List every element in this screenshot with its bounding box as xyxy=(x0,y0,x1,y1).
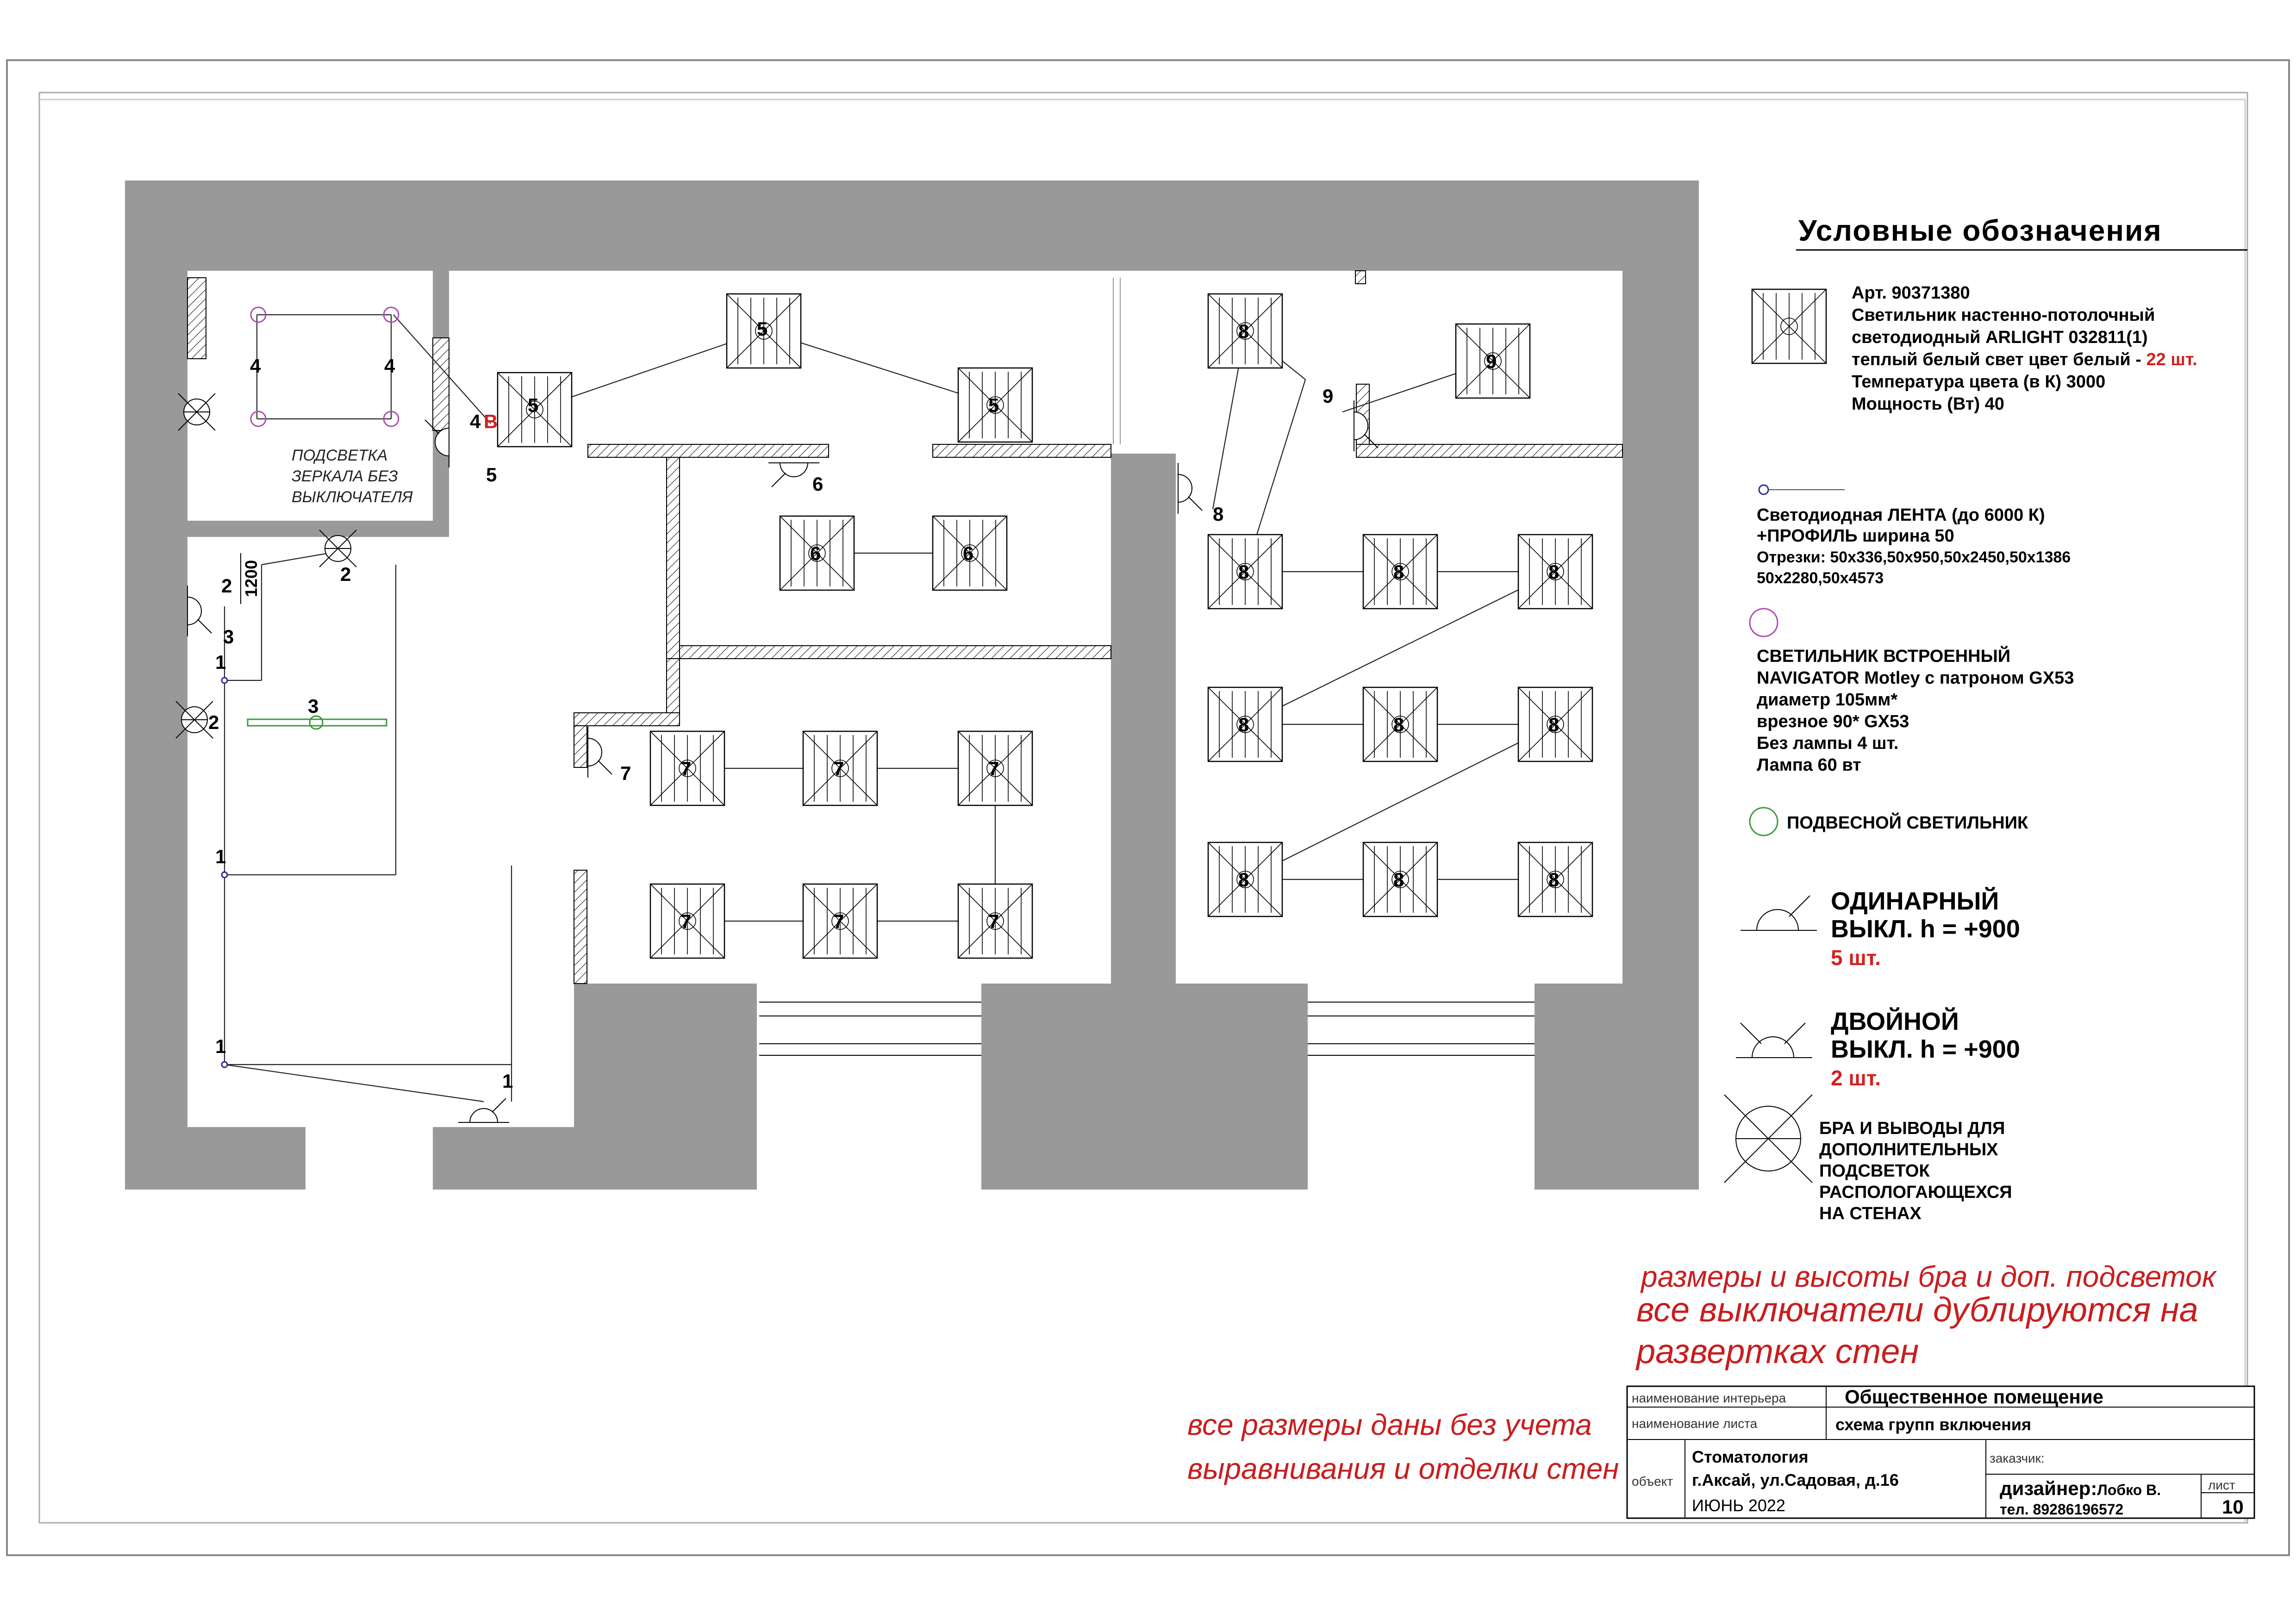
legend-downlight-line6: Лампа 60 вт xyxy=(1757,755,1861,775)
group-label: 9 xyxy=(1486,350,1497,372)
legend-downlight-line1: СВЕТИЛЬНИК ВСТРОЕННЫЙ xyxy=(1757,647,2011,666)
group-label: 1 xyxy=(215,846,226,867)
switch-mark-b: В xyxy=(484,411,498,432)
group-label: 8 xyxy=(1548,561,1560,583)
group-label: 8 xyxy=(1238,320,1249,342)
note-2: все выключатели дублируются на xyxy=(1636,1290,2198,1329)
legend-panel-line4: Температура цвета (в К) 3000 xyxy=(1852,372,2106,392)
legend-single-line2: ВЫКЛ. h = +900 xyxy=(1831,915,2020,943)
legend-single-qty: 5 шт. xyxy=(1831,946,1881,970)
group-label: 3 xyxy=(223,626,234,648)
note-5: выравнивания и отделки стен xyxy=(1187,1452,1619,1485)
group-label: 2 xyxy=(221,575,232,597)
legend-sconce-line5: НА СТЕНАХ xyxy=(1819,1204,1922,1223)
mirror-note-1: ПОДСВЕТКА xyxy=(292,447,388,464)
legend-downlight-line4: врезное 90* GX53 xyxy=(1757,712,1909,731)
group-label: 5 xyxy=(486,464,497,486)
title-block xyxy=(1627,1386,2254,1518)
legend-panel-line2: светодиодный ARLIGHT 032811(1) xyxy=(1852,328,2148,347)
group-label: 4 xyxy=(250,355,261,377)
legend-strip-line1: Светодиодная ЛЕНТА (до 6000 К) xyxy=(1757,505,2045,525)
legend-strip-line2: +ПРОФИЛЬ ширина 50 xyxy=(1757,526,1954,546)
group-label: 8 xyxy=(1393,561,1404,583)
legend-single-line1: ОДИНАРНЫЙ xyxy=(1831,887,1999,915)
legend-title: Условные обозначения xyxy=(1798,214,2162,247)
mirror-note-2: ЗЕРКАЛА БЕЗ xyxy=(292,467,398,485)
tb-list-label: лист xyxy=(2208,1478,2235,1492)
group-label: 6 xyxy=(963,542,974,564)
tb-interior-value: Общественное помещение xyxy=(1845,1386,2104,1408)
legend-pendant: ПОДВЕСНОЙ СВЕТИЛЬНИК xyxy=(1787,813,2028,833)
group-label: 8 xyxy=(1548,869,1560,891)
legend-panel-line1: Светильник настенно-потолочный xyxy=(1852,305,2155,325)
group-label: 8 xyxy=(1213,503,1224,525)
group-label: 7 xyxy=(680,910,692,932)
tb-phone: тел. 89286196572 xyxy=(2000,1501,2124,1518)
group-label: 7 xyxy=(988,910,999,932)
group-label: 6 xyxy=(810,542,821,564)
legend-downlight-line3: диаметр 105мм* xyxy=(1757,690,1898,710)
group-label: 7 xyxy=(680,758,692,779)
group-label: 2 xyxy=(340,563,351,585)
group-label: 5 xyxy=(757,318,768,340)
legend-double-qty: 2 шт. xyxy=(1831,1066,1881,1090)
group-label: 1 xyxy=(215,1035,226,1057)
group-label: 6 xyxy=(812,473,824,495)
group-label: 5 xyxy=(988,394,999,416)
legend-double-line1: ДВОЙНОЙ xyxy=(1831,1008,1959,1035)
legend-panel-line3: теплый белый свет цвет белый - 22 шт. xyxy=(1852,350,2197,369)
group-label: 7 xyxy=(988,758,999,779)
legend-downlight-line2: NAVIGATOR Motley с патроном GX53 xyxy=(1757,668,2074,688)
tb-customer-label: заказчик: xyxy=(1990,1451,2045,1465)
legend-strip-line3: Отрезки: 50х336,50х950,50х2450,50х1386 xyxy=(1757,548,2071,566)
group-label: 8 xyxy=(1548,714,1560,735)
note-3: развертках стен xyxy=(1636,1332,1919,1371)
tb-date: ИЮНЬ 2022 xyxy=(1692,1496,1785,1515)
group-label: 3 xyxy=(308,695,319,717)
group-label: 5 xyxy=(528,394,539,416)
tb-sheet-value: схема групп включения xyxy=(1835,1415,2032,1434)
tb-object-label: объект xyxy=(1632,1474,1673,1489)
tb-sheet-label: наименование листа xyxy=(1632,1416,1758,1431)
legend-sconce-line3: ПОДСВЕТОК xyxy=(1819,1161,1930,1181)
tb-designer: дизайнер:Лобко В. xyxy=(2000,1477,2161,1499)
group-label: 7 xyxy=(620,762,631,784)
group-label: 8 xyxy=(1393,869,1404,891)
legend-strip-line4: 50х2280,50х4573 xyxy=(1757,569,1884,587)
legend-sconce-line4: РАСПОЛОГАЮЩЕХСЯ xyxy=(1819,1183,2012,1202)
group-label: 8 xyxy=(1238,561,1249,583)
tb-object-line2: г.Аксай, ул.Садовая, д.16 xyxy=(1692,1470,1899,1489)
group-label: 7 xyxy=(833,910,844,932)
legend-double-line2: ВЫКЛ. h = +900 xyxy=(1831,1035,2020,1063)
legend-sconce-line1: БРА И ВЫВОДЫ ДЛЯ xyxy=(1819,1119,2005,1138)
group-label: 8 xyxy=(1238,714,1249,735)
group-label: 1 xyxy=(502,1070,513,1092)
group-label: 2 xyxy=(208,711,219,733)
legend-panel-art: Арт. 90371380 xyxy=(1852,283,1970,303)
group-label: 1 xyxy=(215,651,226,673)
group-label: 4 xyxy=(384,355,395,377)
legend xyxy=(1724,214,2247,1223)
mirror-note-3: ВЫКЛЮЧАТЕЛЯ xyxy=(292,488,413,506)
legend-sconce-line2: ДОПОЛНИТЕЛЬНЫХ xyxy=(1819,1140,1998,1159)
group-label: 8 xyxy=(1238,869,1249,891)
dimension-label: 1200 xyxy=(242,560,261,597)
tb-object-line1: Стоматология xyxy=(1692,1447,1809,1466)
note-4: все размеры даны без учета xyxy=(1187,1408,1592,1441)
legend-panel-line5: Мощность (Вт) 40 xyxy=(1852,394,2004,414)
group-label: 9 xyxy=(1323,385,1334,407)
group-label: 4 xyxy=(470,411,481,432)
tb-interior-label: наименование интерьера xyxy=(1632,1391,1786,1405)
tb-list-number: 10 xyxy=(2222,1496,2244,1518)
legend-downlight-line5: Без лампы 4 шт. xyxy=(1757,734,1899,753)
group-label: 7 xyxy=(833,758,844,779)
note-1: размеры и высоты бра и доп. подсветок xyxy=(1641,1260,2216,1293)
group-label: 8 xyxy=(1393,714,1404,735)
